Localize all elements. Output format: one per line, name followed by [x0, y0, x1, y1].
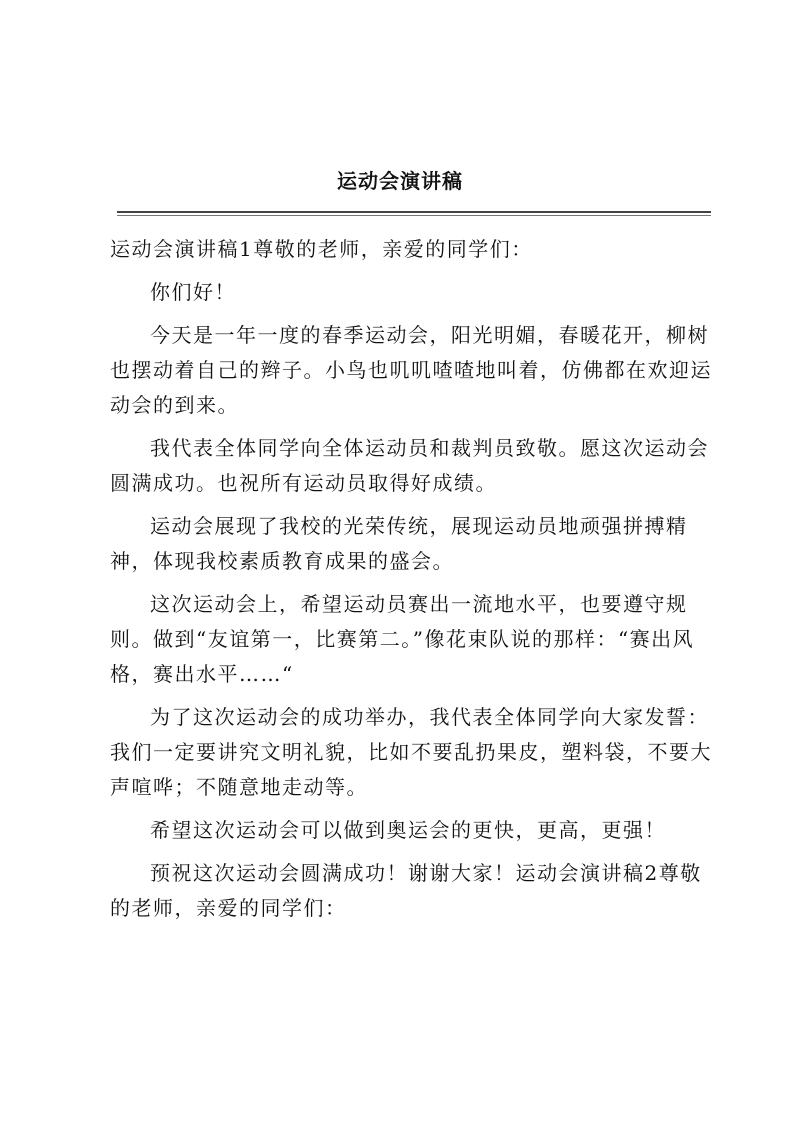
paragraph-spring: 今天是一年一度的春季运动会，阳光明媚，春暖花开，柳树也摆动着自己的辫子。小鸟也叽叽喳喳地叫着，仿佛都在欢迎运动会的到来。	[110, 323, 712, 417]
paragraph-pledge: 为了这次运动会的成功举办，我代表全体同学向大家发誓：我们一定要讲究文明礼貌，比如不要乱扔果皮，塑料袋，不要大声喧哗；不随意地走动等。	[110, 705, 712, 799]
document-title: 运动会演讲稿	[337, 169, 463, 193]
paragraph-sportsmanship: 这次运动会上，希望运动员赛出一流地水平，也要遵守规则。做到“友谊第一，比赛第二。”像花束队说的那样：“赛出风格，赛出水平……“	[110, 592, 695, 686]
title-divider-thin	[117, 215, 711, 216]
paragraph-heading-salutation: 运动会演讲稿1尊敬的老师，亲爱的同学们：	[110, 237, 533, 261]
paragraph-salute: 我代表全体同学向全体运动员和裁判员致敬。愿这次运动会圆满成功。也祝所有运动员取得好成绩。	[110, 436, 709, 495]
paragraph-tradition: 运动会展现了我校的光荣传统，展现运动员地顽强拼搏精神，体现我校素质教育成果的盛会。	[110, 514, 688, 573]
title-divider	[117, 211, 711, 213]
paragraph-olympic: 希望这次运动会可以做到奥运会的更快，更高，更强！	[150, 818, 666, 842]
paragraph-greeting: 你们好！	[150, 280, 236, 304]
document-body	[110, 232, 714, 934]
paragraph-closing: 预祝这次运动会圆满成功！谢谢大家！运动会演讲稿2尊敬的老师，亲爱的同学们：	[110, 861, 702, 920]
